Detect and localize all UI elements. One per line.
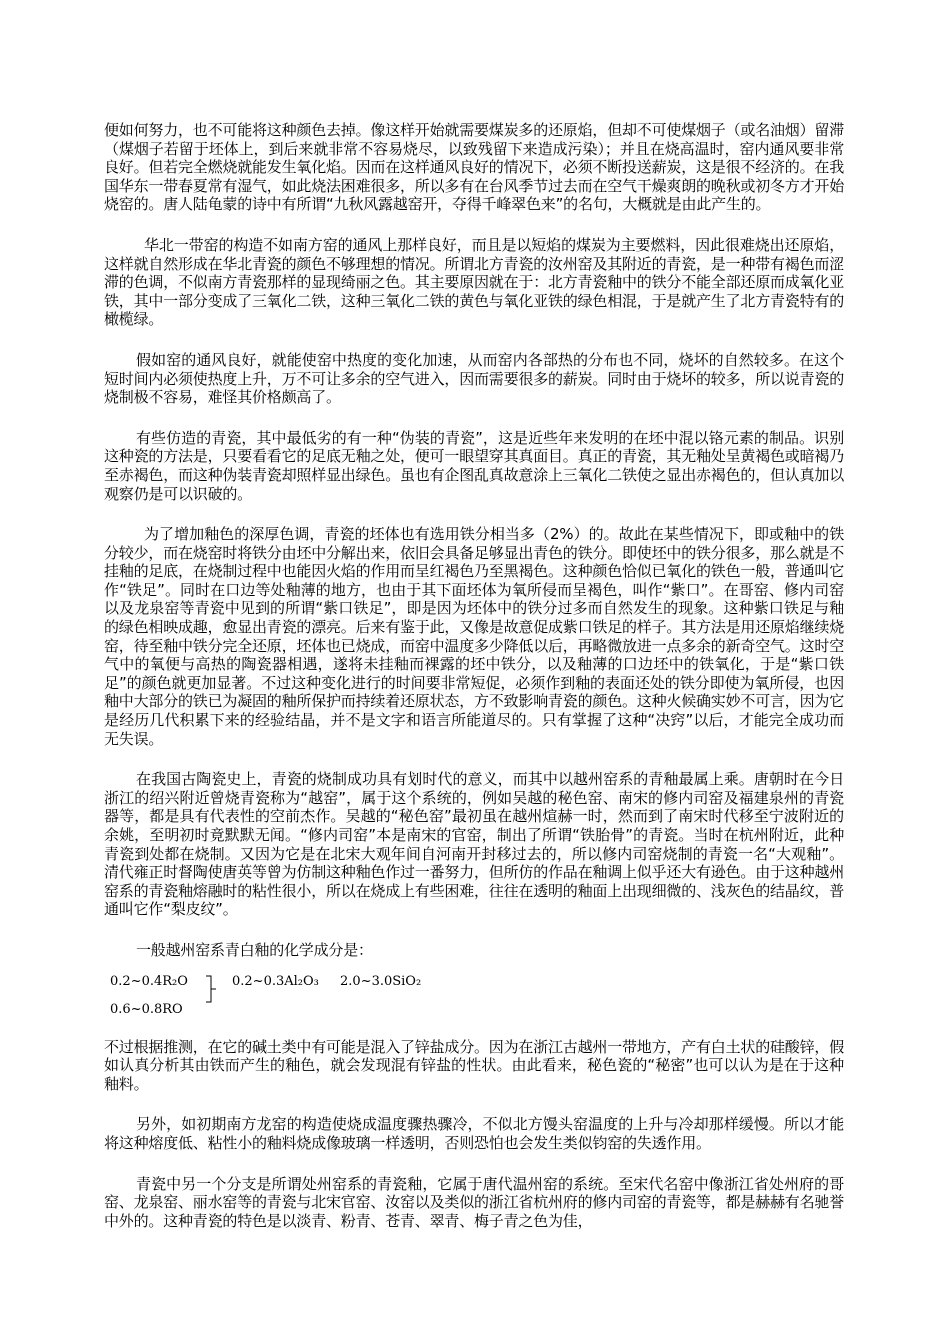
formula-ro: 0.6~0.8RO	[110, 1001, 183, 1017]
formula-al2o3: 0.2~0.3Al₂O₃	[232, 973, 319, 989]
formula-brace	[206, 974, 216, 1004]
paragraph-north-kilns: 华北一带窑的构造不如南方窑的通风上那样良好，而且是以短焰的煤炭为主要燃料，因此很难烧出还原焰，这样就自然形成在华北青瓷的颜色不够理想的情况。所谓北方青瓷的汝州窑及其附近的青瓷，是一种带有褐色而涩滞的色调，不似南方青瓷那样的显现绮丽之色。其主要原因就在于：北方青瓷釉中的铁分不能全部还原而成氧化亚铁，其中一部分变成了三氧化二铁，这种三氧化二铁的黄色与氧化亚铁的绿色相混，于是就产生了北方青瓷特有的橄榄绿。	[104, 235, 845, 329]
formula-sio2: 2.0~3.0SiO₂	[340, 973, 422, 989]
paragraph-iron-foot: 为了增加釉色的深厚色调，青瓷的坯体也有选用铁分相当多（2%）的。故此在某些情况下，即或釉中的铁分较少，而在烧窑时将铁分由坯中分解出来，依旧会具备足够显出青色的铁分。即使坯中的铁分很多，那么就是不挂釉的足底，在烧制过程中也能因火焰的作用而呈红褐色乃至黑褐色。这种颜色恰似已氧化的铁色一般，普通叫它作“铁足”。同时在口边等处釉薄的地方，也由于其下面坯体为氧所侵而呈褐色，叫作“紫口”。在哥窑、修内司窑以及龙泉窑等青瓷中见到的所谓“紫口铁足”，即是因为坯体中的铁分过多而自然发生的现象。这种紫口铁足与釉的绿色相映成趣，愈显出青瓷的漂亮。后来有鉴于此，又像是故意促成紫口铁足的样子。其方法是用还原焰继续烧窑，待至釉中铁分完全还原，坯体也已烧成，而窑中温度多少降低以后，再略微放进一点多余的新奇空气。这时空气中的氧便与高热的陶瓷器相遇，遂将未挂釉而裸露的坯中铁分，以及釉薄的口边坯中的铁氧化，于是“紫口铁足”的颜色就更加显著。不过这种变化进行的时间要非常短促，必须作到釉的表面还处的铁分即使为氧所侵，也因釉中大部分的铁已为凝固的釉所保护而持续着还原状态，方不致影响青瓷的颜色。这种火候确实妙不可言，因为它是经历几代积累下来的经验结晶，并不是文字和语言所能道尽的。只有掌握了这种“决窍”以后，才能完全成功而无失误。	[104, 525, 845, 748]
paragraph-ventilation: 假如窑的通风良好，就能使窑中热度的变化加速，从而窑内各部热的分布也不同，烧坏的自然较多。在这个短时间内必须使热度上升，万不可让多余的空气进入，因而需要很多的薪炭。同时由于烧坏的较多，所以说青瓷的烧制极不容易，难怪其价格颇高了。	[104, 350, 845, 407]
paragraph-zinc: 不过根据推测，在它的碱土类中有可能是混入了锌盐成分。因为在浙江古越州一带地方，产有白土状的硅酸锌，假如认真分析其由铁而产生的釉色，就会发现混有锌盐的性状。由此看来，秘色瓷的“秘密”也可以认为是在于这种釉料。	[104, 1037, 845, 1093]
paragraph-chuzhou-kilns: 青瓷中另一个分支是所谓处州窑系的青瓷釉，它属于唐代温州窑的系统。至宋代名窑中像浙江省处州府的哥窑、龙泉窑、丽水窑等的青瓷与北宋官窑、汝窑以及类似的浙江省杭州府的修内司窑的青瓷等，都是赫赫有名驰誉中外的。这种青瓷的特色是以淡青、粉青、苍青、翠青、梅子青之色为佳，	[104, 1174, 845, 1230]
document-body	[104, 121, 844, 1230]
paragraph-firing-atmosphere: 便如何努力，也不可能将这种颜色去掉。像这样开始就需要煤炭多的还原焰，但却不可使煤烟子（或名油烟）留滞（煤烟子若留于坯体上，到后来就非常不容易烧尽，以致残留下来造成污染）；并且在烧高温时，窑内通风要非常良好。但若完全燃烧就能发生氧化焰。因而在这样通风良好的情况下，必须不断投送薪炭，这是很不经济的。在我国华东一带春夏常有湿气，如此烧法困难很多，所以多有在台风季节过去而在空气干燥爽朗的晚秋或初冬方才开始烧窑的。唐人陆龟蒙的诗中有所谓“九秋风露越窑开，夺得千峰翠色来”的名句，大概就是由此产生的。	[104, 121, 845, 214]
paragraph-yue-kilns: 在我国古陶瓷史上，青瓷的烧制成功具有划时代的意义，而其中以越州窑系的青釉最属上乘。唐朝时在今日浙江的绍兴附近曾烧青瓷称为“越窑”，属于这个系统的，例如吴越的秘色窑、南宋的修内司窑及福建泉州的青瓷器等，都是具有代表性的空前杰作。吴越的“秘色窑”最初虽在越州煊赫一时，然而到了南宋时代移至宁波附近的余姚，至明初时竟默默无闻。“修内司窑”本是南宋的官窑，制出了所谓“铁胎骨”的青瓷。当时在杭州附近，此种青瓷到处都在烧制。又因为它是在北宋大观年间自河南开封移过去的，所以修内司窑烧制的青瓷一名“大观釉”。清代雍正时督陶使唐英等曾为仿制这种釉色作过一番努力，但所仿的作品在釉调上似乎还大有逊色。由于这种越州窑系的青瓷釉熔融时的粘性很小，所以在烧成上有些困难，往往在透明的釉面上出现细微的、浅灰色的结晶纹，普通叫它作“梨皮纹”。	[104, 770, 845, 919]
paragraph-fake-celadon: 有些仿造的青瓷，其中最低劣的有一种“伪装的青瓷”，这是近些年来发明的在坯中混以铬元素的制品。识别这种瓷的方法是，只要看看它的足底无釉之处，便可一眼望穿其真面目。真正的青瓷，其无釉处呈黄褐色或暗褐乃至赤褐色，而这种伪装青瓷却照样显出绿色。虽也有企图乱真故意涂上三氧化二铁使之显出赤褐色的，但认真加以观察仍是可以识破的。	[104, 428, 845, 503]
paragraph-formula-intro: 一般越州窑系青白釉的化学成分是：	[136, 940, 373, 959]
formula-r2o: 0.2~0.4R₂O	[110, 973, 188, 989]
paragraph-dragon-kiln: 另外，如初期南方龙窑的构造使烧成温度骤热骤冷，不似北方馒头窑温度的上升与冷却那样缓慢。所以才能将这种熔度低、粘性小的釉料烧成像玻璃一样透明，否则恐怕也会发生类似钧窑的失透作用。	[104, 1115, 844, 1152]
glaze-formula	[104, 968, 844, 1026]
